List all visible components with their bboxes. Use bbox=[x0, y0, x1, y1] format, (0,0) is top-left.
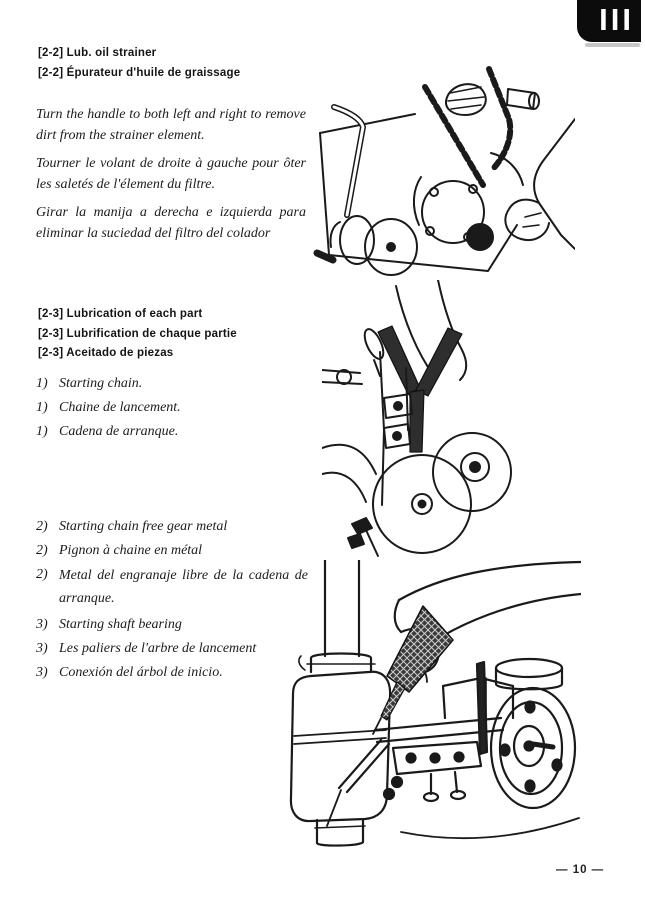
chain-strand-left bbox=[378, 326, 420, 394]
exhaust-pipe bbox=[325, 560, 359, 656]
section-2-3-heading-fr: [2-3] Lubrification de chaque partie bbox=[38, 327, 237, 340]
section-2-3-heading-es: [2-3] Aceitado de piezas bbox=[38, 347, 174, 359]
ground-line bbox=[401, 818, 579, 838]
list-item: 2) Metal del engranaje libre de la cadena de arranque. bbox=[36, 567, 308, 606]
oil-strainer-illustration bbox=[303, 57, 575, 285]
pipe-curve bbox=[322, 445, 376, 474]
section-2-2-body-es: Girar la manija a derecha e izquierda para eliminar la suciedad del filtro del colador bbox=[36, 205, 306, 241]
chapter-tab bbox=[577, 0, 641, 42]
section-2-2-body-fr: Tourner le volant de droite à gauche pour ôter les saletés de l'élement du filtre. bbox=[36, 156, 306, 192]
tank-collar bbox=[311, 654, 371, 673]
list-item: 1) Chaine de lancement. bbox=[36, 400, 181, 415]
chain-tail bbox=[410, 390, 424, 452]
section-2-2-heading bbox=[38, 44, 240, 83]
shaft-bearing-oiling-illustration bbox=[281, 560, 581, 848]
section-2-2-heading-en: [2-2] Lub. oil strainer bbox=[38, 47, 157, 59]
section-2-3-heading-en: [2-3] Lubrication of each part bbox=[38, 308, 203, 320]
machine-panel-top-edge bbox=[320, 114, 415, 133]
oil-drip bbox=[373, 718, 381, 734]
list-item: 3) Les paliers de l'arbre de lancement bbox=[36, 641, 257, 656]
arm-outline bbox=[534, 119, 575, 249]
shaft-rod bbox=[477, 662, 487, 754]
section-2-2-body bbox=[36, 104, 306, 251]
item-starting-chain bbox=[36, 373, 308, 445]
list-item: 1) Starting chain. bbox=[36, 376, 143, 391]
starting-chain-illustration bbox=[322, 280, 577, 565]
list-item: 3) Starting shaft bearing bbox=[36, 617, 182, 632]
oil-can-spout bbox=[381, 682, 405, 720]
oil-can bbox=[387, 606, 453, 692]
strainer-knob bbox=[467, 224, 493, 250]
item-shaft-bearing bbox=[36, 614, 308, 686]
bracket-left bbox=[322, 370, 362, 384]
item-free-gear-metal bbox=[36, 516, 308, 613]
list-item: 2) Starting chain free gear metal bbox=[36, 519, 228, 534]
tank-base bbox=[317, 819, 363, 846]
list-item: 1) Cadena de arranque. bbox=[36, 424, 179, 439]
page-number: — 10 — bbox=[556, 864, 605, 876]
bolt-cluster bbox=[352, 518, 372, 534]
drum-rear bbox=[340, 216, 374, 264]
section-2-2-body-en: Turn the handle to both left and right to remove dirt from the strainer element. bbox=[36, 107, 306, 143]
drum-stub bbox=[317, 253, 333, 260]
section-2-2-heading-fr: [2-2] Épurateur d'huile de graissage bbox=[38, 66, 241, 79]
hand-fist bbox=[505, 200, 549, 240]
section-2-3-heading bbox=[38, 305, 237, 364]
chapter-numeral: III bbox=[599, 2, 634, 37]
arm-outline bbox=[399, 562, 581, 600]
filler-cap bbox=[496, 659, 562, 677]
chain-left bbox=[425, 87, 483, 185]
list-item: 2) Pignon à chaine en métal bbox=[36, 543, 203, 558]
frame-brace bbox=[339, 740, 389, 792]
chain-strand-right bbox=[416, 328, 462, 396]
chapter-tab-shadow bbox=[585, 43, 640, 47]
list-item: 3) Conexión del árbol de inicio. bbox=[36, 665, 223, 680]
